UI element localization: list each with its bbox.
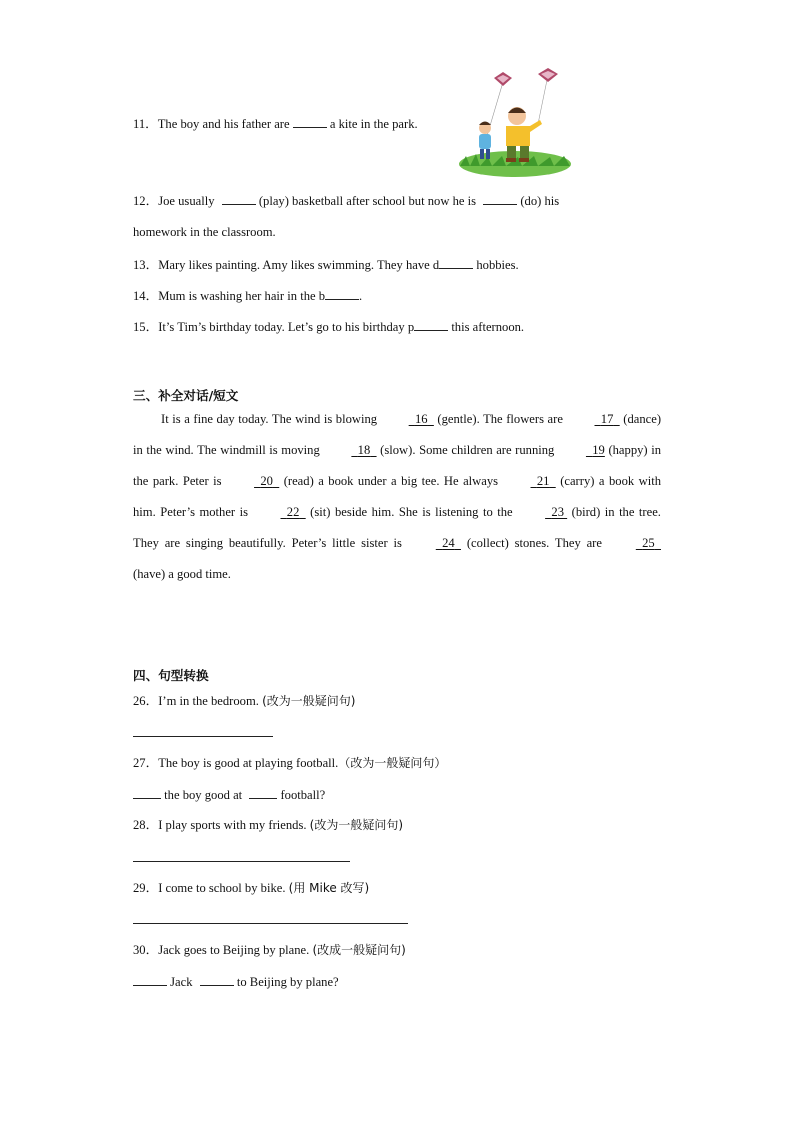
blank-18-number: 18 [357,443,371,457]
q29-note: (用 Mike 改写) [288,881,370,895]
q26-number: 26． [133,694,159,708]
q27-answer-row [133,786,325,803]
q11-text-a: The boy and his father are [157,117,290,131]
blank-25[interactable] [608,528,661,559]
passage-s8: a book with him. Peter’s mother is [133,474,662,519]
q12-blank-2[interactable] [483,192,517,205]
q27-answer-text-b: football? [280,788,326,802]
q30-number: 30． [133,943,159,957]
passage-s5: (happy) in the park. Peter is [133,443,661,488]
section-3-title: 三、补全对话/短文 [133,388,239,403]
passage-s13: (have) a good time. [133,567,231,581]
q30-text: Jack goes to Beijing by plane. [158,943,310,957]
blank-20-number: 20 [260,474,273,488]
question-15 [133,318,524,335]
question-14 [133,287,362,304]
passage-s9: (sit) beside him. She is listening to the [310,505,513,519]
q27-note: （改为一般疑问句） [338,756,447,770]
passage-s11: (collect) stones. [466,536,550,550]
q27-blank-2[interactable] [249,786,277,799]
q12-text-d: homework in the classroom. [133,225,276,239]
question-13 [133,256,519,273]
question-26 [133,693,355,709]
cloze-passage [133,404,661,590]
blank-23-number: 23 [551,505,564,519]
blank-19-number: 19 [592,443,605,457]
q30-answer-row [133,973,339,990]
question-27 [133,755,446,771]
blank-23[interactable] [517,497,567,528]
passage-s4: (slow). Some children are running [380,443,555,457]
passage-s10: (bird) in the tree. They are singing beautifully. Peter’s little sister is [133,505,661,550]
blank-17-number: 17 [600,412,614,426]
passage-s7: (carry) [560,474,595,488]
q29-number: 29． [133,881,159,895]
blank-21[interactable] [503,466,556,497]
q30-blank-1[interactable] [133,973,167,986]
blank-19[interactable] [558,435,605,466]
q14-number: 14． [133,289,159,303]
q27-answer-text-a: the boy good at [164,788,243,802]
q13-text-a: Mary likes painting. Amy likes swimming. They have d [158,258,440,272]
q30-answer-text-b: to Beijing by plane? [236,975,339,989]
blank-17[interactable] [567,404,620,435]
passage-s2: (gentle). The flowers are [437,412,563,426]
q28-text: I play sports with my friends. [158,818,307,832]
q13-number: 13． [133,258,159,272]
q12-text-a: Joe usually [158,194,215,208]
q12-text-c: (do) his [520,194,560,208]
blank-21-number: 21 [536,474,550,488]
question-29 [133,880,369,896]
q30-note: (改成一般疑问句) [312,943,406,957]
blank-24-number: 24 [442,536,455,550]
q15-text-a: It’s Tim’s birthday today. Let’s go to his birthday p [158,320,415,334]
q28-number: 28． [133,818,159,832]
blank-16-number: 16 [414,412,428,426]
q29-answer-line[interactable] [133,923,408,924]
q29-text: I come to school by bike. [158,881,286,895]
q15-blank[interactable] [414,318,448,331]
q30-blank-2[interactable] [200,973,234,986]
q13-text-b: hobbies. [476,258,519,272]
blank-16[interactable] [381,404,434,435]
q11-blank[interactable] [293,115,327,128]
blank-25-number: 25 [642,536,655,550]
passage-s6: (read) a book under a big tee. He always [283,474,499,488]
q28-note: (改为一般疑问句) [309,818,404,832]
q15-number: 15． [133,320,159,334]
passage-s1: It is a fine day today. The wind is blowing [161,412,378,426]
question-11 [133,115,418,132]
q13-blank[interactable] [439,256,473,269]
q15-text-b: this afternoon. [451,320,525,334]
blank-18[interactable] [323,435,376,466]
question-12 [133,192,559,209]
q26-note: (改为一般疑问句) [262,694,356,708]
q27-text: The boy is good at playing football. [158,756,339,770]
q26-answer-line[interactable] [133,736,273,737]
kite-illustration [458,66,572,178]
q12-number: 12． [133,194,159,208]
q27-number: 27． [133,756,159,770]
question-30 [133,942,406,958]
blank-22-number: 22 [286,505,300,519]
blank-20[interactable] [226,466,279,497]
question-28 [133,817,403,833]
q12-text-b: (play) basketball after school but now he is [258,194,477,208]
blank-24[interactable] [408,528,461,559]
q28-answer-line[interactable] [133,861,350,862]
q26-text: I’m in the bedroom. [158,694,259,708]
section-4-title: 四、句型转换 [133,668,209,683]
q14-text-a: Mum is washing her hair in the b [158,289,326,303]
q11-number: 11． [133,117,158,131]
q11-text-b: a kite in the park. [329,117,418,131]
passage-s3: (dance) in the wind. The windmill is moving [133,412,662,457]
q12-blank-1[interactable] [222,192,256,205]
passage-s12: They are [554,536,602,550]
q14-text-b: . [359,289,363,303]
blank-22[interactable] [253,497,306,528]
q30-answer-text-a: Jack [170,975,193,989]
q14-blank[interactable] [325,287,359,300]
q27-blank-1[interactable] [133,786,161,799]
